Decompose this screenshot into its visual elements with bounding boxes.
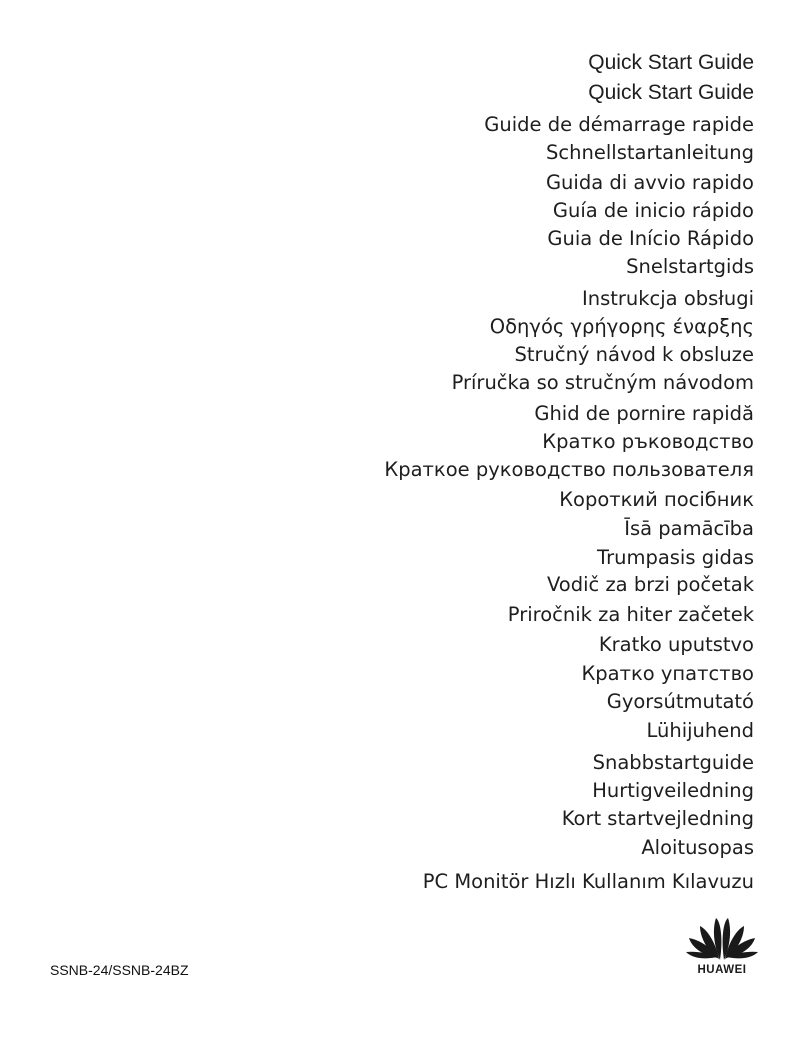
guide-title-line: Lühijuhend <box>646 719 754 742</box>
model-number: SSNB-24/SSNB-24BZ <box>50 962 189 978</box>
guide-title-line: Guide de démarrage rapide <box>484 113 754 136</box>
guide-title-line: Snabbstartguide <box>592 751 754 774</box>
guide-title-line: Gyorsútmutató <box>606 690 754 713</box>
guide-title-line: Quick Start Guide <box>588 51 754 74</box>
guide-title-line: Кратко ръководство <box>542 430 754 453</box>
guide-title-line: Kratko uputstvo <box>598 633 754 656</box>
guide-title-line: Короткий посібник <box>559 488 754 511</box>
guide-title-line: Guia de Início Rápido <box>547 227 754 250</box>
guide-title-line: Quick Start Guide <box>588 81 754 104</box>
guide-title-line: Guida di avvio rapido <box>545 171 754 194</box>
guide-title-line: Stručný návod k obsluze <box>514 343 754 366</box>
guide-title-line: Instrukcja obsługi <box>581 287 754 310</box>
guide-title-line: Príručka so stručným návodom <box>451 371 754 394</box>
guide-title-line: Aloitusopas <box>641 836 754 859</box>
guide-title-line: Hurtigveiledning <box>592 779 754 802</box>
guide-title-line: Guía de inicio rápido <box>552 199 754 222</box>
guide-title-line: Kort startvejledning <box>561 807 754 830</box>
guide-title-line: Краткое руководство пользователя <box>384 458 754 481</box>
guide-title-line: Ghid de pornire rapidă <box>534 402 754 425</box>
huawei-petals-icon <box>684 910 760 962</box>
guide-title-line: Priročnik za hiter začetek <box>507 603 754 626</box>
guide-title-line: Īsā pamācība <box>624 517 754 540</box>
guide-title-line: PC Monitör Hızlı Kullanım Kılavuzu <box>422 870 754 893</box>
guide-title-line: Trumpasis gidas <box>597 546 754 569</box>
logo-wordmark: HUAWEI <box>697 964 747 976</box>
guide-title-line: Schnellstartanleitung <box>546 141 754 164</box>
guide-title-line: Οδηγός γρήγορης έναρξης <box>489 315 754 338</box>
guide-title-line: Кратко упатство <box>581 662 754 685</box>
guide-title-line: Vodič za brzi početak <box>546 573 754 596</box>
guide-title-line: Snelstartgids <box>626 255 754 278</box>
huawei-logo <box>684 910 760 985</box>
